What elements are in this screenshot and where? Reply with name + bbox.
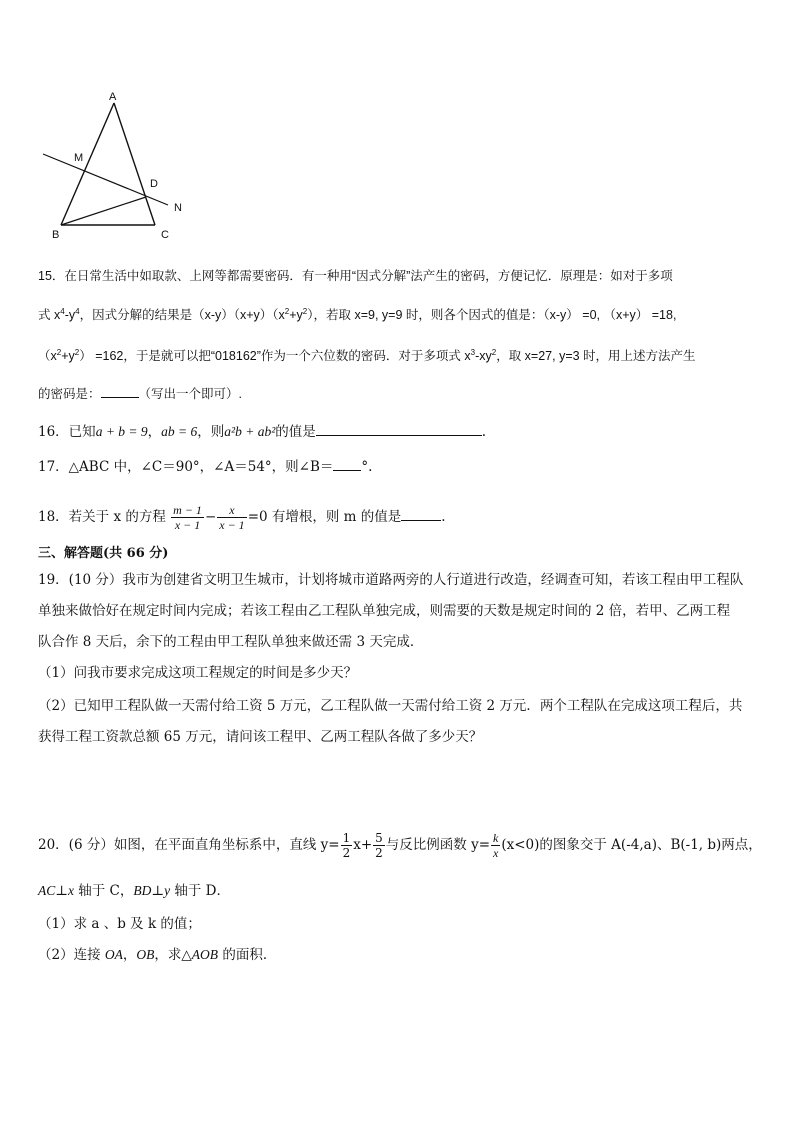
- label-N: N: [174, 202, 182, 214]
- q15-line-1: [38, 266, 673, 286]
- label-D: D: [150, 178, 158, 190]
- q17-line: [38, 456, 372, 477]
- q20-perp-1: ⊥: [55, 883, 68, 899]
- q20-ac: AC: [38, 883, 56, 898]
- q16-cond-2: ab = 6: [161, 424, 198, 439]
- label-M: M: [74, 152, 84, 164]
- q20-ob: OB: [136, 947, 155, 962]
- q16-expression: a²b + ab²: [224, 424, 276, 439]
- q17-end: °.: [361, 459, 373, 475]
- q15-line-2: [38, 305, 676, 325]
- q16-comma: ，: [147, 424, 162, 440]
- q19-part-2a: （2）已知甲工程队做一天需付给工资 5 万元，乙工程队做一天需付给工资 2 万元．两个工程队在完成这项工程后，共: [38, 698, 743, 714]
- q18-answer-blank[interactable]: [401, 506, 441, 521]
- q18-line: [38, 499, 446, 535]
- q20-bd: BD: [133, 883, 152, 898]
- q20-y: y: [164, 883, 171, 898]
- label-B: B: [52, 229, 60, 241]
- q18-end: .: [441, 509, 446, 525]
- q20-fraction-2: $\frac{5}{2}$: [375, 831, 383, 860]
- q20-mid: 与反比例函数 y=: [385, 837, 491, 853]
- q15-line-4: [38, 383, 242, 404]
- q16-line: [38, 421, 486, 442]
- q20-oa: OA: [104, 947, 123, 962]
- q16-post: 的值是: [275, 424, 316, 440]
- q16-pre: 16．已知: [38, 424, 96, 440]
- q15-answer-blank[interactable]: [101, 383, 139, 398]
- q20-x-plus: x+: [353, 837, 373, 853]
- q16-mid: ，则: [197, 424, 225, 440]
- q20-text-d: 轴于 D．: [170, 883, 230, 899]
- q16-answer-blank[interactable]: [316, 421, 482, 436]
- q20-p2-comma: ，: [122, 947, 137, 963]
- q20-part-1: （1）求 a 、b 及 k 的值；: [38, 916, 201, 932]
- q20-perp-2: ⊥: [151, 883, 165, 899]
- q20-aob: AOB: [191, 947, 219, 962]
- q20-fraction-3: $\frac{k}{x}$: [493, 831, 499, 860]
- q15-text-4b: （写出一个即可）.: [138, 387, 242, 401]
- q19-part-2b: 获得工程工资款总额 65 万元，请问该工程甲、乙两工程队各做了多少天？: [38, 729, 483, 745]
- q20-part-2: [38, 945, 276, 965]
- q15-text-1: 15．在日常生活中如取款、上网等都需要密码．有一种用“因式分解”法产生的密码，方便记忆．原理是：如对于多项: [38, 269, 673, 283]
- q15-line-3: [38, 346, 696, 366]
- q19-line-2: 单独来做恰好在规定时间内完成；若该工程由乙工程队单独完成，则需要的天数是规定时间的 2 倍，若甲、乙两工程: [38, 603, 731, 619]
- q20-post: (x<0)的图象交于 A(-4,a)、B(-1, b)两点，: [501, 837, 762, 853]
- q18-minus: −: [204, 509, 217, 525]
- section-3-title: 三、解答题(共 66 分): [38, 546, 169, 561]
- triangle-figure: [40, 86, 200, 246]
- q20-p2-end: 的面积．: [218, 947, 277, 963]
- q18-post: =0 有增根，则 m 的值是: [247, 509, 402, 525]
- q16-end: .: [481, 424, 487, 440]
- q20-p2-pre: （2）连接: [38, 947, 105, 963]
- label-A: A: [109, 91, 117, 103]
- q17-text: 17．△ABC 中，∠C＝90°，∠A＝54°，则∠B＝: [38, 459, 334, 475]
- segment-AC: [114, 103, 155, 225]
- q20-p2-mid: ，求△: [154, 947, 192, 963]
- q17-answer-blank[interactable]: [333, 456, 361, 471]
- q18-fraction-1: $\frac{m - 1}{x - 1}$: [173, 503, 202, 532]
- q20-fraction-1: $\frac{1}{2}$: [342, 831, 351, 860]
- q19-part-1: （1）问我市要求完成这项工程规定的时间是多少天？: [38, 665, 358, 681]
- segment-BD: [61, 197, 146, 225]
- q19-line-3: 队合作 8 天后，余下的工程由甲工程队单独来做还需 3 天完成．: [38, 634, 424, 650]
- q20-text-c: 轴于 C，: [73, 883, 134, 899]
- q19-line-1: 19．(10 分）我市为创建省文明卫生城市，计划将城市道路两旁的人行道进行改造，经调查可知，若该工程由甲工程队: [38, 572, 744, 588]
- q18-fraction-2: $\frac{x}{x - 1}$: [219, 503, 245, 532]
- label-C: C: [161, 229, 169, 241]
- q15-text-4: 的密码是：: [38, 387, 101, 401]
- q15-polynomial: 式 $x^4-y^4$: [38, 306, 80, 322]
- q16-cond-1: a + b = 9: [95, 424, 148, 439]
- q15-text-3: $(x^2+y^2) =162$，于是就可以把“018162”作为一个六位数的密码．对于多项式 $x^3-xy^2$，取 x=27, y=3 时，用上述方法产生: [38, 347, 696, 363]
- q15-text-2: ，因式分解的结果是$(x-y)(x+y)(x^2+y^2)$，若取 x=9, y=9 时，则各个因式的值是：（x-y） =0, （x+y） =18,: [79, 306, 677, 322]
- q20-line-1: [38, 826, 762, 864]
- q20-line-2: [38, 881, 230, 901]
- q20-pre: 20．(6 分）如图，在平面直角坐标系中，直线 y=: [38, 837, 340, 853]
- q18-pre: 18．若关于 x 的方程: [38, 509, 166, 525]
- q20-x: x: [67, 883, 74, 898]
